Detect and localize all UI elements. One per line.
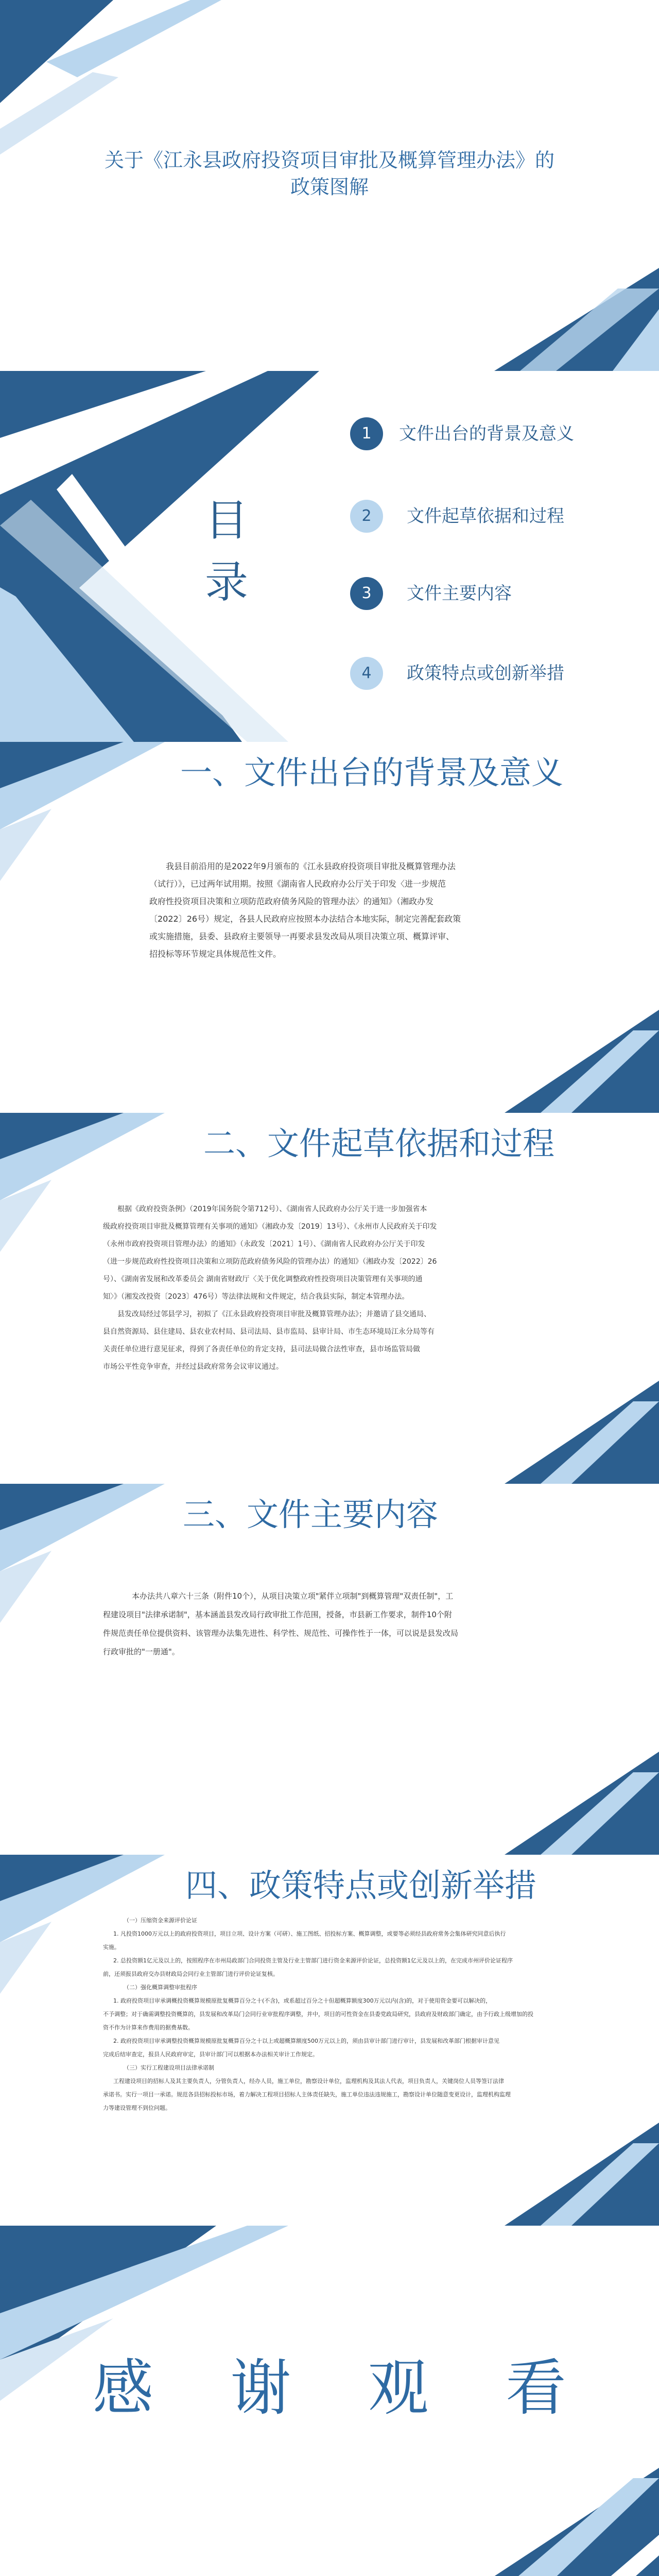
section4-line: 工程建设项目的招标人及其主要负责人，分管负责人，经办人员，施工单位，勘察设计单位，监理机构及其法人代表，项目负责人，关键岗位人员等签订法律 <box>113 2078 504 2084</box>
section1-line: 招投标等环节规定具体规范性文件。 <box>149 949 282 959</box>
closing-text <box>93 2352 566 2424</box>
closing-char: 感 <box>93 2352 154 2424</box>
section4-line: （三）实行工程建设项目法律承诺制 <box>124 2064 214 2071</box>
section1-line: （试行）》，已过两年试用期。按照《湖南省人民政府办公厅关于印发〈进一步规范 <box>149 879 446 889</box>
section4-line: 2. 政府投资项目审承调整投资概算规模原批复概算百分之十以上或超概算额度500万元以上的，须由县审计部门进行审计，县发展和改革部门根据审计意见 <box>113 2038 499 2044</box>
section3-line: 程建设项目"法律承诺制"，基本涵盖县发改局行政审批工作范围，授备，市县新工作要求，制件10个附 <box>103 1610 452 1619</box>
section1-body <box>149 858 520 963</box>
section1-line: 我县目前沿用的是2022年9月颁布的《江永县政府投资项目审批及概算管理办法 <box>166 861 456 871</box>
closing-slide <box>0 2226 659 2576</box>
section4-line: 前，还须报县政府交办县财政局会同行业主管部门进行评价论证复核。 <box>103 1971 279 1977</box>
section4-line: 1. 凡投资1000万元以上的政府投资项目，项目立项、设计方案（可研）、施工图纸、招投标方案、概算调整，或要等必须经县政府常务会集体研究同意后执行 <box>113 1930 506 1937</box>
section2-line: 级政府投资项目审批及概算管理有关事项的通知》（湘政办发〔2019〕13号）、《永州市人民政府关于印发 <box>103 1223 437 1231</box>
section2-line: 市场公平性竞争审查，并经过县政府常务会议审议通过。 <box>103 1363 283 1371</box>
section2-line: （永州市政府投资项目管理办法）的通知》（永政发〔2021〕1号）、《湖南省人民政府办公厅关于印发 <box>103 1240 425 1248</box>
cover-title-line2: 政策图解 <box>290 176 369 198</box>
toc-heading <box>196 489 257 613</box>
toc-slide <box>0 371 659 742</box>
section1-slide <box>0 742 659 1113</box>
toc-label-1: 文件出台的背景及意义 <box>399 423 574 444</box>
toc-number-1: 1 <box>350 417 383 450</box>
toc-label-4: 政策特点或创新举措 <box>407 663 564 684</box>
section2-line: 县自然资源局、县住建局、县农业农村局、县司法局、县市监局、县审计局、市生态环境局江永分局等有 <box>103 1328 435 1336</box>
closing-char: 看 <box>505 2352 566 2424</box>
section2-line: （进一步规范政府性投资项目决策和立项防范政府债务风险的管理办法）的通知》（湘政办发〔2022〕26 <box>103 1258 437 1266</box>
section4-line: 1. 政府投资项目审承调概投资概算规模原批复概算百分之十(不含)，或系超过百分之十但超概算额度300万元以内(含)的，对于使用资金要可以解决的， <box>113 1997 492 2004</box>
section4-line: 承诺书。实行一项目一承诺。规范各县招标投标市场，着力解决工程项目招标人主体责任缺失，施工单位违法违规施工，勘察设计单位随意变更设计，监理机构监理 <box>103 2091 511 2098</box>
section4-title: 四、政策特点或创新举措 <box>185 1867 537 1904</box>
section1-title: 一、文件出台的背景及意义 <box>180 754 564 791</box>
toc-heading-char-1: 目 <box>204 495 248 546</box>
section2-line: 县发改局经过邻县学习，初拟了《江永县政府投资项目审批及概算管理办法》；并邀请了县交通局、 <box>117 1310 431 1318</box>
toc-label-2: 文件起草依据和过程 <box>407 506 564 527</box>
section4-line: 完成后结审查定，报县人民政府审定，县审计部门可以根据本办法相关审计工作规定。 <box>103 2051 318 2058</box>
section4-line: 实施。 <box>103 1944 120 1951</box>
section1-line: 〔2022〕26号）规定，各县人民政府应按照本办法结合本地实际，制定完善配套政策 <box>149 914 461 924</box>
section4-line: （一）压缩资金来源评价论证 <box>124 1917 197 1924</box>
section2-slide <box>0 1113 659 1484</box>
toc-number-4: 4 <box>350 657 383 690</box>
section3-line: 本办法共八章六十三条（附件10个），从项目决策立项"紧伴立项制"到概算管理"双责任制"，工 <box>132 1591 454 1601</box>
toc-number-2: 2 <box>350 500 383 533</box>
cover-slide <box>0 0 659 371</box>
closing-char: 谢 <box>230 2352 291 2424</box>
section4-line: 资不作为计算来作费用的据费基数。 <box>103 2024 194 2031</box>
section3-line: 件规范责任单位提供资料、该管理办法集先进性、科学性、规范性、可操作性于一体，可以说是县发改局 <box>103 1629 459 1638</box>
section2-body <box>103 1200 577 1376</box>
cover-title-line1: 关于《江永县政府投资项目审批及概算管理办法》的 <box>104 149 554 172</box>
section3-title: 三、文件主要内容 <box>183 1496 439 1533</box>
section2-line: 号）、《湖南省发展和改革委员会 湖南省财政厅〈关于优化调整政府性投资项目决策管理有关事项的通 <box>103 1275 423 1283</box>
section4-body <box>103 1914 638 2115</box>
toc-number-3: 3 <box>350 577 383 610</box>
toc-heading-char-2: 录 <box>204 557 248 607</box>
section3-decoration <box>0 1484 659 1855</box>
section4-slide <box>0 1855 659 2226</box>
section2-line: 根据《政府投资条例》（2019年国务院令第712号）、《湖南省人民政府办公厅关于进一步加强省本 <box>117 1205 427 1213</box>
section3-body <box>103 1587 577 1661</box>
section3-slide <box>0 1484 659 1855</box>
section3-line: 行政审批的"一册通"。 <box>103 1647 180 1656</box>
section1-line: 或实施措施，县委、县政府主要领导一再要求县发改局从项目决策立项、概算评审、 <box>149 931 455 941</box>
section2-line: 关责任单位进行意见征求，得到了各责任单位的肯定支持，县司法局做合法性审查，县市场监管局做 <box>103 1345 420 1353</box>
toc-label-3: 文件主要内容 <box>407 583 512 604</box>
closing-char: 观 <box>368 2352 429 2424</box>
section4-line: 2. 总投资额1亿元及以上的，按照程序在市州局政部门合同投资主管及行业主管部门进行资金来源评价论证，总投资额1亿元及以上的，在完成市州评价论证程序 <box>113 1957 513 1964</box>
section2-line: 知〉》（湘发改投资〔2023〕476号）等法律法规和文件规定，结合我县实际，制定本管理办法。 <box>103 1293 409 1301</box>
section2-title: 二、文件起草依据和过程 <box>203 1125 555 1162</box>
section1-line: 政府性投资项目决策和立项防范政府债务风险的管理办法〉的通知》（湘政办发 <box>149 896 434 906</box>
cover-title <box>72 147 587 200</box>
section4-line: 力等建设管理不到位问题。 <box>103 2105 171 2111</box>
section4-line: 不予调整；对于确需调整投资概算的，县发展和改革局门会同行业审批程序调整，并中，项目的可性资金在县委党政局研究，县政府及财政部门确定，由予行政上级增加的投 <box>103 2011 533 2018</box>
section4-line: （二）强化概算调整审批程序 <box>124 1984 197 1991</box>
